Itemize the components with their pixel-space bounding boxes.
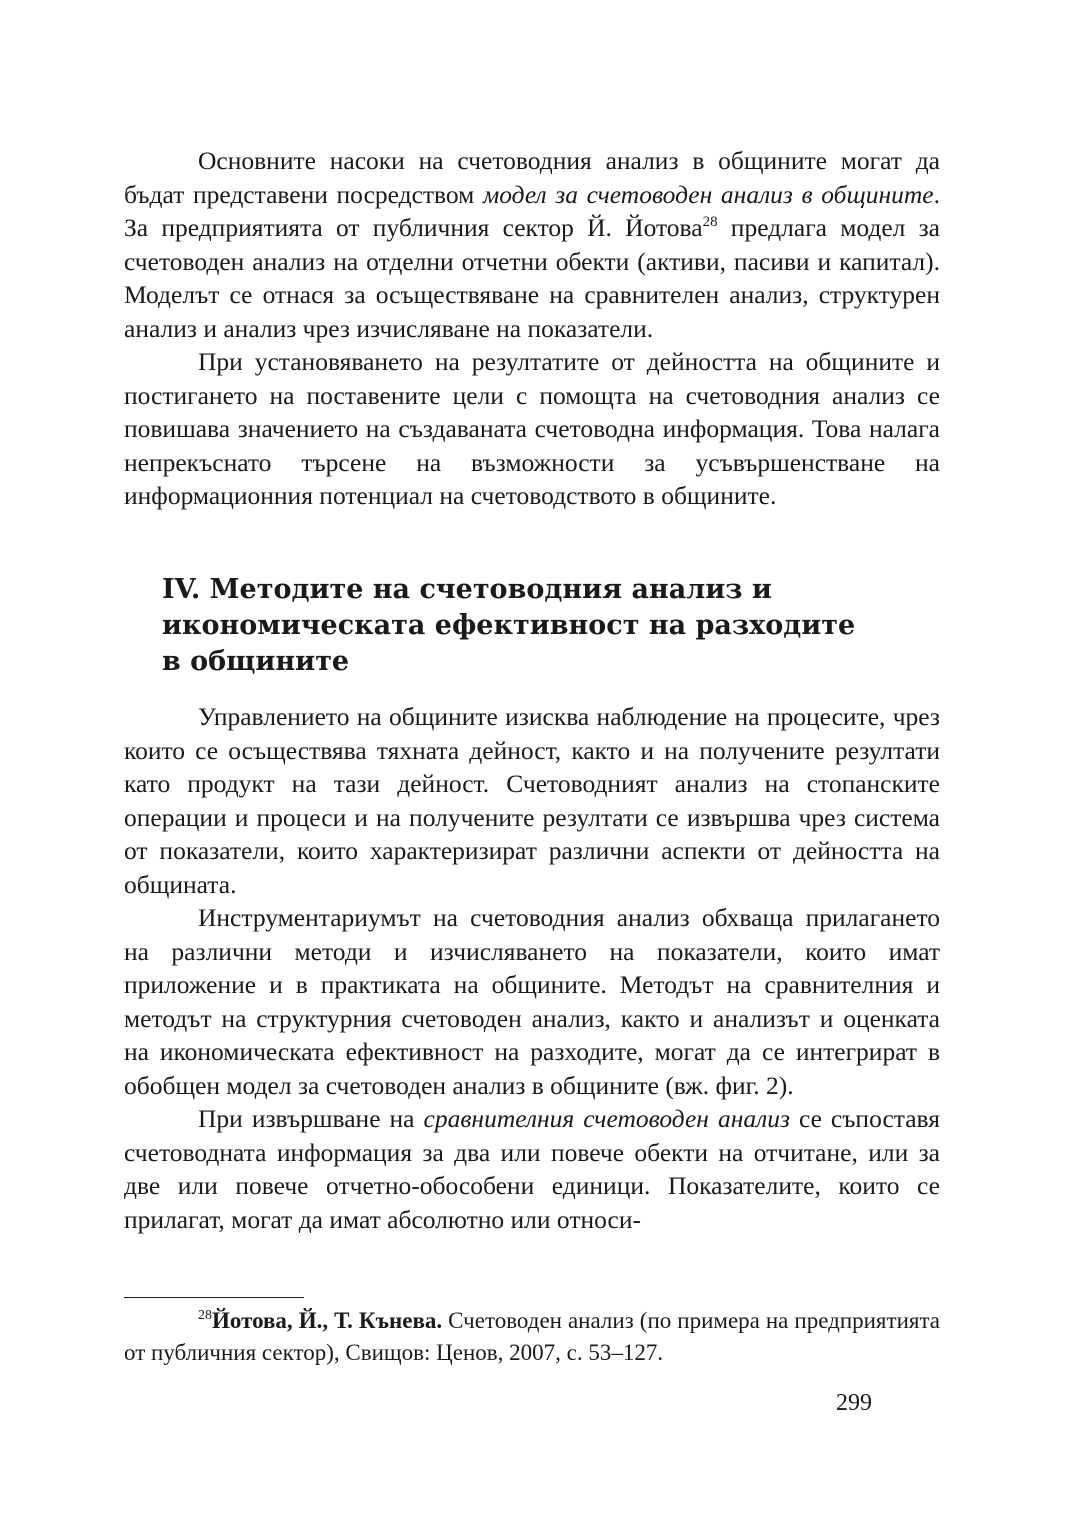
footnote-number: 28: [198, 1308, 212, 1323]
paragraph-5-text-b: се съпоставя счетоводната информация за два или повече обекти на отчитане, или за две или повече отчетно-обособени единици. Показателите, които се прилагат, могат да имат абсолютно или относи-: [124, 1104, 940, 1234]
text-section-intro: [124, 144, 940, 513]
paragraph-1: [124, 144, 940, 345]
section-heading-line-2: икономическата ефективност на разходите: [162, 610, 856, 641]
section-heading-line-3: в общините: [162, 646, 350, 677]
paragraph-1-text-b: . За предприятията от публичния сектор Й. Йотова: [124, 179, 940, 242]
paragraph-5-text-a: При извършване на: [198, 1104, 424, 1133]
paragraph-5: [124, 1102, 940, 1236]
section-heading-line-1: IV. Методите на счетоводния анализ и: [162, 574, 772, 605]
paragraph-1-text-c: предлага модел за счетоводен анализ на отделни отчетни обекти (активи, пасиви и капитал). Моделът се отнася за осъществяване на сравнителен анализ, структурен анализ и анализ чрез изчисляване на показатели.: [124, 213, 940, 343]
footnote: [124, 1305, 940, 1369]
paragraph-1-italic: модел за счетоводен анализ в общините: [482, 179, 934, 209]
section-heading: [162, 572, 882, 680]
paragraph-4: Инструментариумът на счетоводния анализ обхваща прилагането на различни методи и изчисляването на показатели, които имат приложение и в практиката на общините. Методът на сравнителния и методът на структурния счетоводен анализ, както и анализът и оценката на икономическата ефективност на разходите, могат да се интегрират в обобщен модел за счетоводен анализ в общините (вж. фиг. 2).: [124, 903, 940, 1100]
paragraph-5-italic: сравнителния счетоводен анализ: [423, 1104, 790, 1133]
footnote-text: Счетоводен анализ (по примера на предприятията от публичния сектор), Свищов: Ценов, 2007, с. 53–127.: [124, 1308, 940, 1365]
paragraph-2: При установяването на резултатите от дейността на общините и постигането на поставените цели с помощта на счетоводния анализ се повишава значението на създаваната счетоводна информация. Това налага непрекъснато търсене на възможности за усъвършенстване на информационния потенциал на счетоводството в общините.: [124, 347, 940, 510]
paragraph-1-text-a: Основните насоки на счетоводния анализ в общините могат да бъдат представени посредством: [124, 146, 940, 209]
paragraph-3: Управлението на общините изисква наблюдение на процесите, чрез които се осъществява тяхната дейност, както и на получените резултати като продукт на тази дейност. Счетоводният анализ на стопанските операции и процеси и на получените резултати се извършва чрез система от показатели, които характеризират различни аспекти от дейността на общината.: [124, 702, 940, 899]
footnote-authors: Йотова, Й., Т. Кънева.: [212, 1308, 443, 1333]
footnote-divider: [124, 1297, 304, 1298]
footnote-reference[interactable]: 28: [702, 214, 718, 230]
text-section-methods: [124, 700, 940, 1236]
page-number: 299: [836, 1390, 872, 1416]
